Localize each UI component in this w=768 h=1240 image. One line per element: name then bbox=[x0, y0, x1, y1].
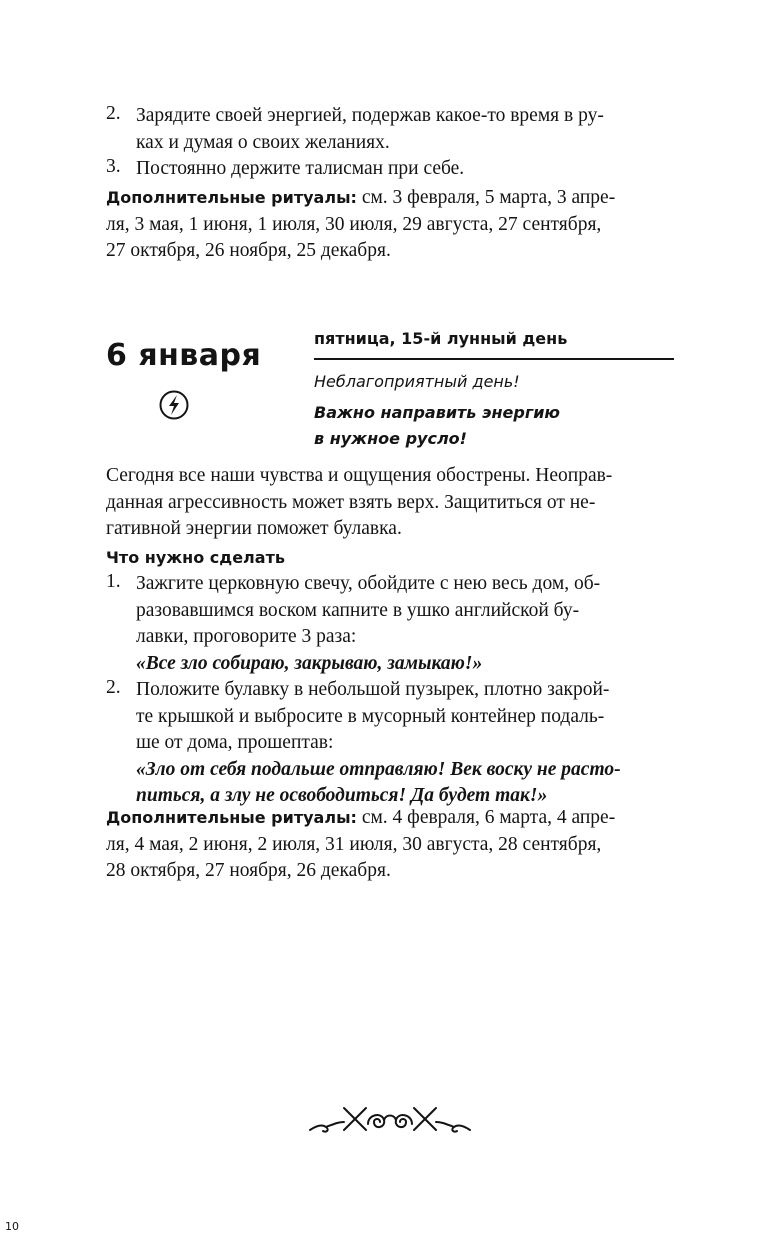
additional-rituals-bottom: Дополнительные ритуалы: см. 4 февраля, 6 марта, 4 апре- ля, 4 мая, 2 июня, 2 июля, 31 июля, 30 августа, 28 сентября, 28 октября, 27 ноября, 26 декабря. bbox=[106, 807, 616, 881]
spell-text: «Зло от себя подальше отправляю! Век воску не расто- bbox=[136, 758, 621, 780]
list-item: 2. Зарядите своей энергией, подержав какое-то время в ру- ках и думая о своих желаниях. bbox=[106, 103, 674, 156]
additional-rituals-top: Дополнительные ритуалы: см. 3 февраля, 5 марта, 3 апре- ля, 3 мая, 1 июня, 1 июля, 30 июля, 29 августа, 27 сентября, 27 октября, 26 ноября, 25 декабря. bbox=[106, 187, 616, 261]
day-date: 6 января bbox=[106, 338, 262, 373]
page-number: 10 bbox=[5, 1220, 19, 1233]
rituals-label: Дополнительные ритуалы: bbox=[106, 808, 357, 827]
list-item: 2. Положите булавку в небольшой пузырек, плотно закрой- те крышкой и выбросите в мусорный контейнер подаль- ше от дома, прошептав: «Зло от себя подальше отправляю! Век воску не расто- питься, а злу не освободиться! Да будет так!» bbox=[106, 677, 674, 810]
list-item: 3. Постоянно держите талисман при себе. bbox=[106, 156, 674, 183]
day-status: Неблагоприятный день! bbox=[314, 372, 520, 391]
todo-heading: Что нужно сделать bbox=[106, 548, 285, 567]
day-advice: Важно направить энергию в нужное русло! bbox=[314, 403, 560, 448]
steps-list bbox=[106, 571, 674, 810]
intro-paragraph: Сегодня все наши чувства и ощущения обострены. Неоправ- данная агрессивность может взять верх. Защититься от не- гативной энергии поможет булавка. bbox=[106, 465, 613, 539]
text-line: ках и думая о своих желаниях. bbox=[136, 131, 390, 153]
text-line: Зарядите своей энергией, подержав какое-то время в ру- bbox=[136, 105, 604, 126]
spell-text: «Все зло собираю, закрываю, замыкаю!» bbox=[136, 652, 483, 674]
list-item: 1. Зажгите церковную свечу, обойдите с нею весь дом, об- разовавшимся воском капните в ушко английской бу- лавки, проговорите 3 раза: «Все зло собираю, закрываю, замыкаю!» bbox=[106, 571, 674, 677]
spell-text: питься, а злу не освободиться! Да будет так!» bbox=[136, 785, 548, 806]
top-list bbox=[106, 103, 674, 183]
weekday-moon-day: пятница, 15-й лунный день bbox=[314, 329, 568, 348]
scroll-ornament-icon bbox=[308, 1100, 472, 1140]
lightning-circle-icon bbox=[158, 389, 190, 421]
rituals-label: Дополнительные ритуалы: bbox=[106, 188, 357, 207]
divider bbox=[314, 358, 674, 360]
text-line: Постоянно держите талисман при себе. bbox=[136, 158, 465, 179]
